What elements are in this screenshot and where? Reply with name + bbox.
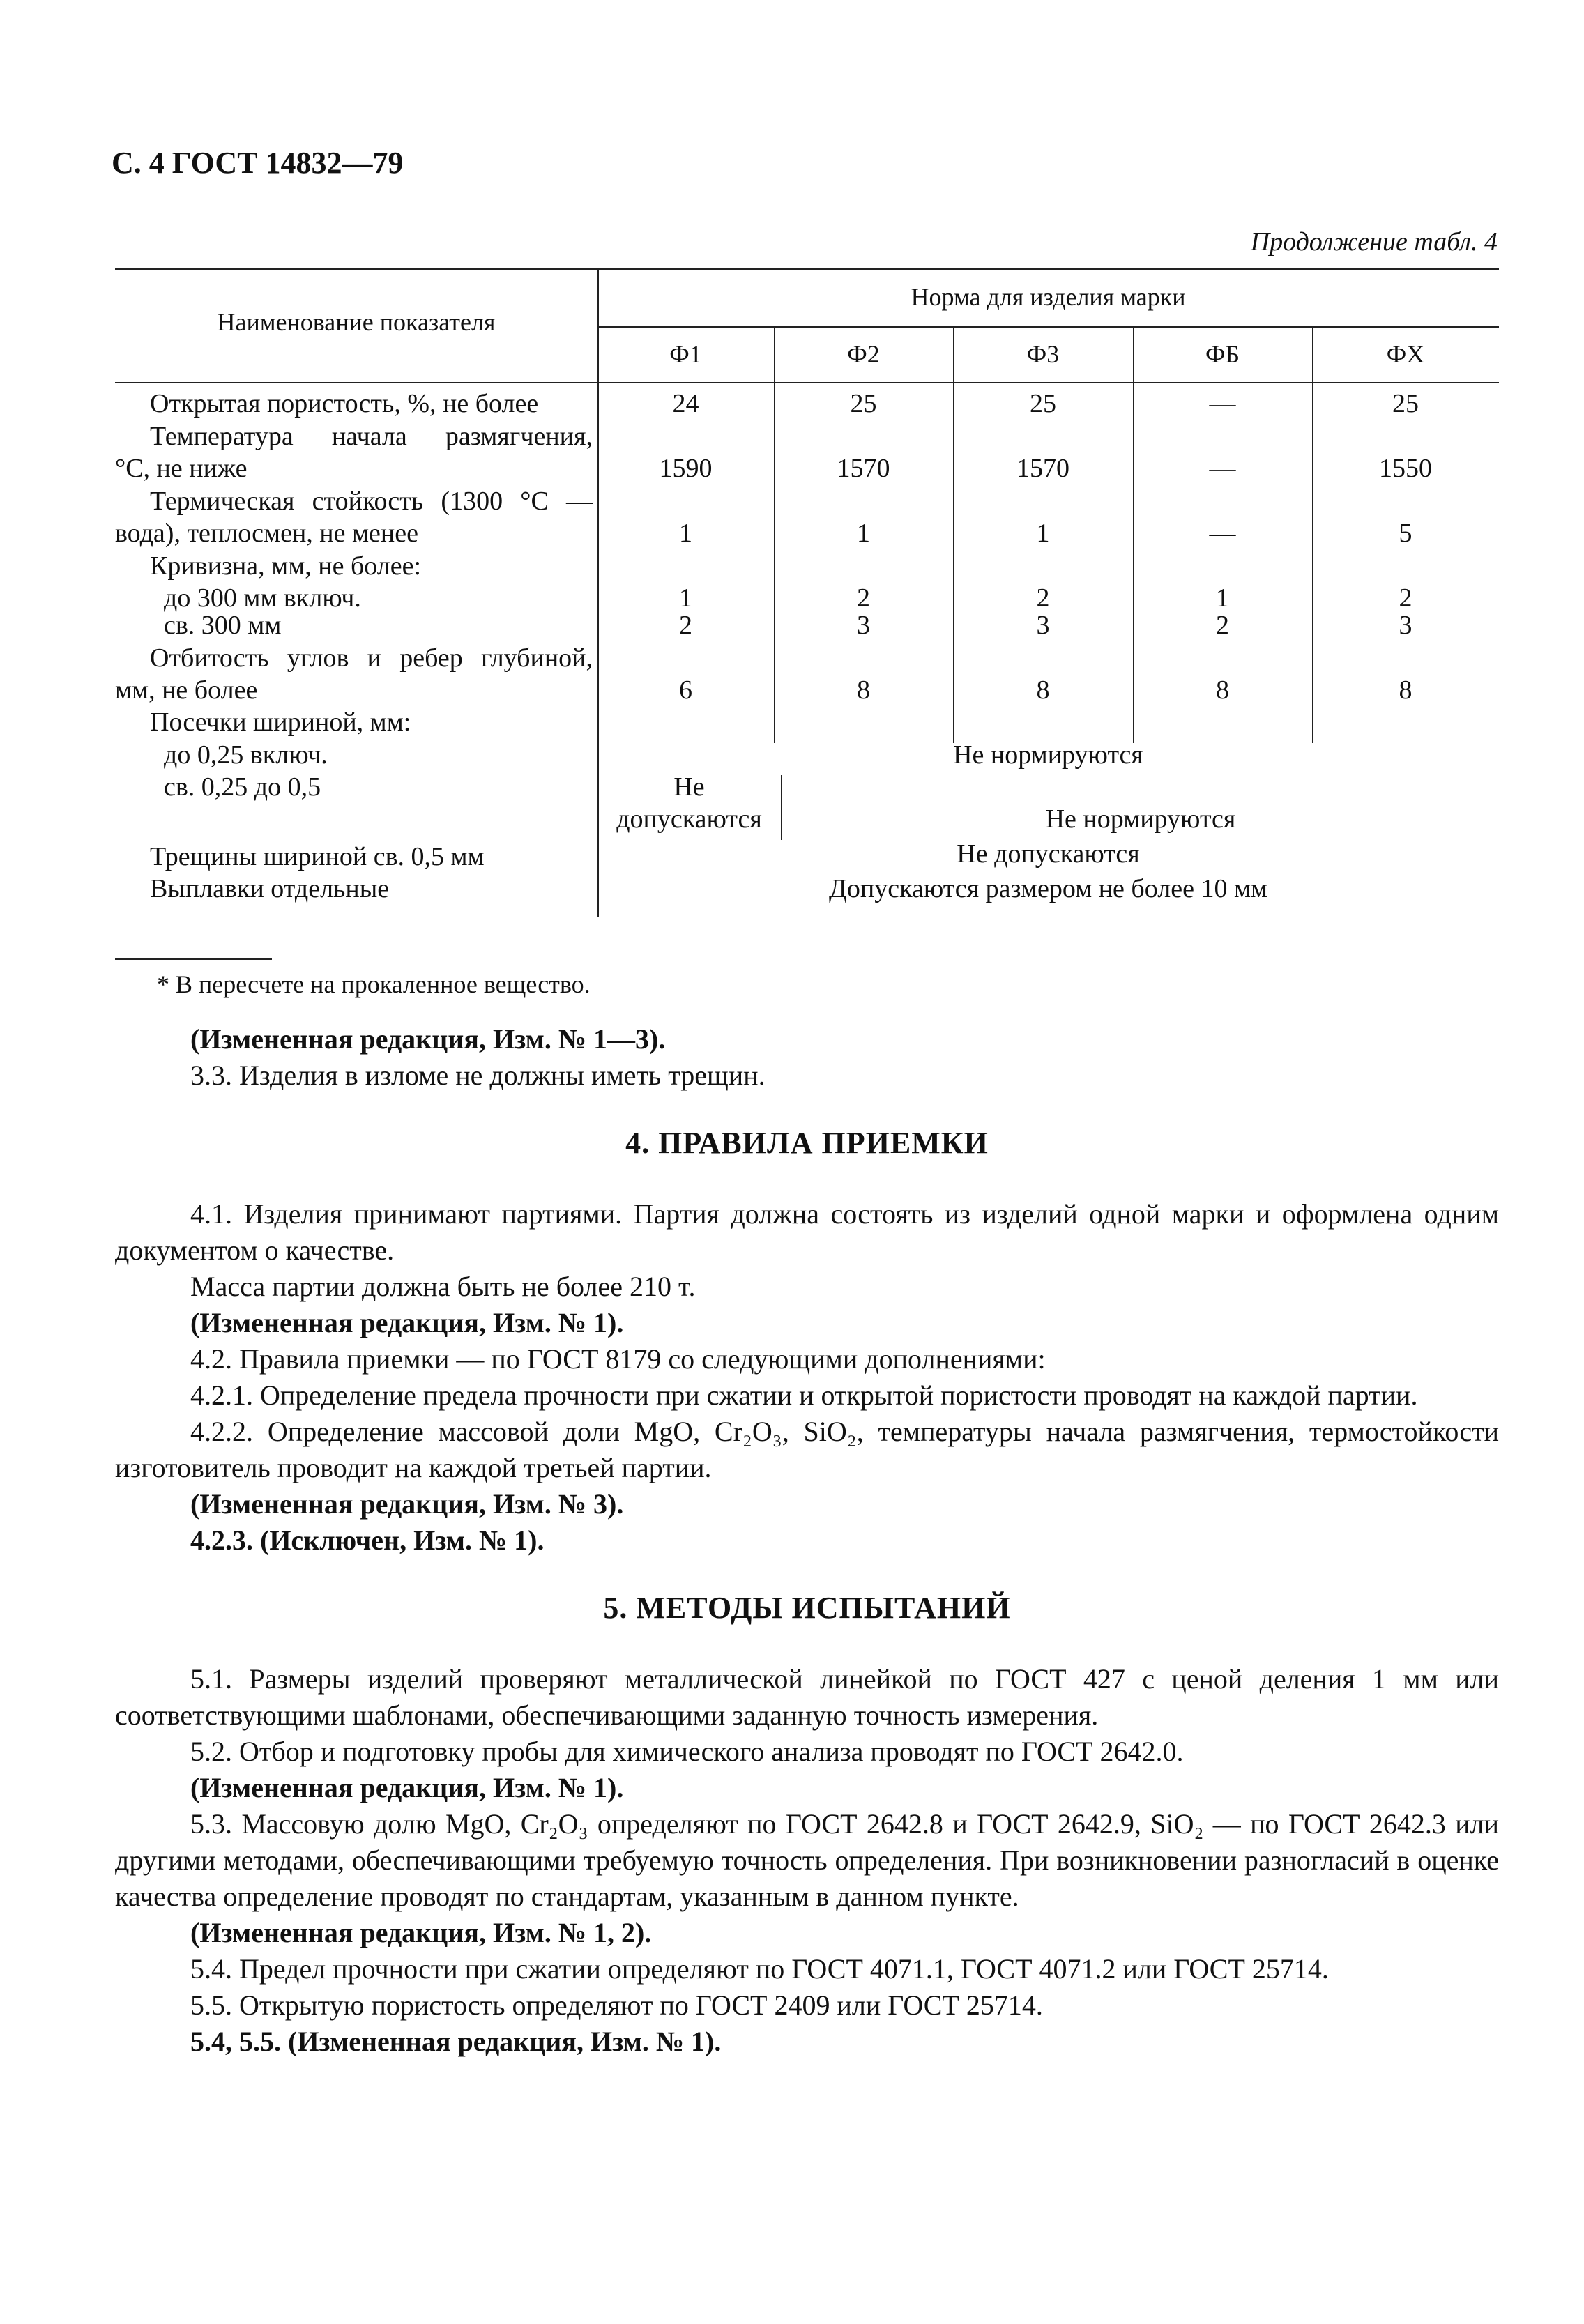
section-heading: 4. ПРАВИЛА ПРИЕМКИ	[625, 1126, 989, 1160]
page-header: С. 4 ГОСТ 14832—79	[112, 146, 404, 180]
paragraph: 5.4. Предел прочности при сжатии определяют по ГОСТ 4071.1, ГОСТ 4071.2 или ГОСТ 25714.	[190, 1953, 1329, 1985]
table-cell: 1	[679, 583, 692, 613]
amendment-note: (Измененная редакция, Изм. № 1).	[190, 1307, 624, 1339]
table-cell: 2	[679, 611, 692, 640]
mark-header: ФХ	[1386, 340, 1425, 368]
paragraph: Масса партии должна быть не более 210 т.	[190, 1271, 696, 1303]
table-cell: 5	[1399, 519, 1412, 548]
table-cell: 1	[1036, 519, 1050, 548]
row-label: °С, не ниже	[115, 454, 247, 483]
table-cell: 8	[857, 675, 870, 705]
table-span-cell: Не нормируются	[1045, 804, 1236, 834]
table-cell: 8	[1216, 675, 1229, 705]
row-label: вода), теплосмен, не менее	[115, 519, 418, 548]
table-cell: —	[1209, 454, 1236, 483]
row-label: до 0,25 включ.	[164, 740, 328, 770]
table-cell: 1570	[1016, 454, 1069, 483]
paragraph: 5.3. Массовую долю MgO, Cr₂O₃ определяют по ГОСТ 2642.8 и ГОСТ 2642.9, SiO₂ — по ГОСТ 2642.3 или другими методами, обеспечивающими требуемую точность определения. При возникновении разногласий в оценке качества определение проводят по стандартам, указанным в данном пункте.	[115, 1808, 1499, 1913]
footnote-rule	[115, 958, 272, 960]
table-cell: 1570	[837, 454, 890, 483]
row-label: Температура начала размягчения,	[150, 422, 593, 451]
mark-header: Ф3	[1026, 340, 1060, 368]
table-cell: 1550	[1379, 454, 1432, 483]
table-cell: 2	[1399, 583, 1412, 613]
paragraph: 5.1. Размеры изделий проверяют металлической линейкой по ГОСТ 427 с ценой деления 1 мм или соответствующими шаблонами, обеспечивающими заданную точность измерения.	[115, 1663, 1499, 1731]
table-cell: 2	[1216, 611, 1229, 640]
table-cell: 1	[679, 519, 692, 548]
table-header-rule	[115, 382, 1499, 383]
mark-header: Ф1	[669, 340, 702, 368]
paragraph: 4.1. Изделия принимают партиями. Партия должна состоять из изделий одной марки и оформлена одним документом о качестве.	[115, 1198, 1499, 1267]
table-cell: 1	[857, 519, 870, 548]
paragraph: 5.5. Открытую пористость определяют по ГОСТ 2409 или ГОСТ 25714.	[190, 1989, 1043, 2021]
table-cell: допускаются	[616, 804, 762, 834]
paragraph: 5.2. Отбор и подготовку пробы для химического анализа проводят по ГОСТ 2642.0.	[190, 1736, 1184, 1768]
paragraph: 4.2. Правила приемки — по ГОСТ 8179 со следующими дополнениями:	[190, 1343, 1046, 1375]
paragraph: 3.3. Изделия в изломе не должны иметь трещин.	[190, 1060, 766, 1091]
amendment-note: (Измененная редакция, Изм. № 1).	[190, 1772, 624, 1804]
table-span-cell: Не допускаются	[957, 839, 1140, 869]
table-cell: 25	[1030, 389, 1056, 418]
table-continuation-label: Продолжение табл. 4	[1250, 227, 1498, 257]
row-label: мм, не более	[115, 675, 258, 705]
row-label: Термическая стойкость (1300 °С —	[150, 487, 593, 516]
footnote: * В пересчете на прокаленное вещество.	[157, 970, 591, 998]
amendment-note: (Измененная редакция, Изм. № 1—3).	[190, 1023, 666, 1055]
norm-header: Норма для изделия марки	[911, 283, 1186, 311]
table-cell: 25	[850, 389, 877, 418]
body-text	[115, 1021, 1499, 2060]
row-label: Кривизна, мм, не более:	[150, 551, 422, 581]
row-label: Отбитость углов и ребер глубиной,	[150, 643, 593, 673]
amendment-note: 5.4, 5.5. (Измененная редакция, Изм. № 1).	[190, 2026, 722, 2058]
table-cell: 1590	[659, 454, 713, 483]
table-span-cell: Не нормируются	[953, 740, 1143, 770]
table-cell: Не	[673, 772, 705, 802]
section-heading: 5. МЕТОДЫ ИСПЫТАНИЙ	[603, 1591, 1011, 1626]
amendment-note: (Измененная редакция, Изм. № 3).	[190, 1488, 624, 1520]
table-cell: 3	[1036, 611, 1050, 640]
row-label: св. 300 мм	[164, 611, 282, 640]
table-cell: 1	[1216, 583, 1229, 613]
row-label: Трещины шириной св. 0,5 мм	[150, 842, 485, 871]
table-cell: 2	[857, 583, 870, 613]
mark-header: Ф2	[847, 340, 880, 368]
table-cell: 3	[1399, 611, 1412, 640]
row-label: Открытая пористость, %, не более	[150, 389, 539, 418]
param-header: Наименование показателя	[217, 308, 496, 336]
table-cell: 2	[1036, 583, 1050, 613]
row-label: до 300 мм включ.	[164, 583, 361, 613]
amendment-note: 4.2.3. (Исключен, Изм. № 1).	[190, 1524, 544, 1557]
row-label: Посечки шириной, мм:	[150, 708, 411, 737]
table-cell: 24	[672, 389, 699, 418]
table-norm-rule	[597, 326, 1499, 328]
table-top-rule	[115, 268, 1499, 270]
paragraph: 4.2.1. Определение предела прочности при сжатии и открытой пористости проводят на каждой партии.	[190, 1379, 1418, 1412]
properties-table	[115, 268, 1499, 931]
row-label: св. 0,25 до 0,5	[164, 772, 321, 802]
table-span-cell: Допускаются размером не более 10 мм	[828, 874, 1268, 903]
mark-header: ФБ	[1205, 340, 1240, 368]
row-label: Выплавки отдельные	[150, 874, 390, 903]
amendment-note: (Измененная редакция, Изм. № 1, 2).	[190, 1917, 652, 1949]
table-cell: 25	[1392, 389, 1419, 418]
paragraph: 4.2.2. Определение массовой доли MgO, Cr₂O₃, SiO₂, температуры начала размягчения, термостойкости изготовитель проводит на каждой третьей партии.	[115, 1416, 1499, 1484]
table-cell: —	[1209, 519, 1236, 548]
table-cell: 6	[679, 675, 692, 705]
table-cell: —	[1209, 389, 1236, 418]
table-cell: 3	[857, 611, 870, 640]
table-cell: 8	[1399, 675, 1412, 705]
table-cell: 8	[1036, 675, 1050, 705]
